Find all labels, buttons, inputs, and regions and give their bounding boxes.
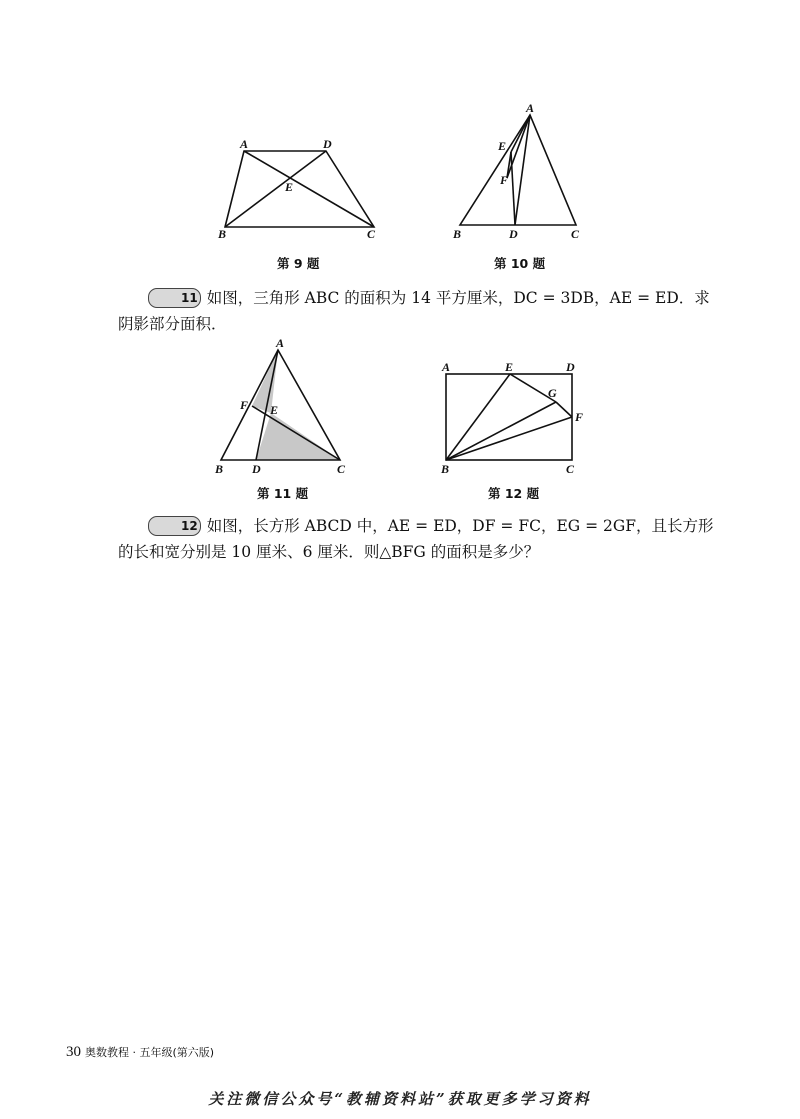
watermark-text: 关注微信公众号“教辅资料站”获取更多学习资料 xyxy=(208,1090,592,1108)
caption-10: 第 10 题 xyxy=(494,256,546,271)
segment-bf xyxy=(446,417,572,460)
trapezoid-diagram xyxy=(214,136,384,242)
label-b: B xyxy=(441,462,450,476)
label-b: B xyxy=(215,462,224,476)
book-title: 奥数教程 · 五年级(第六版) xyxy=(85,1046,215,1059)
label-b: B xyxy=(453,227,462,241)
caption-9: 第 9 题 xyxy=(277,256,320,271)
label-a: A xyxy=(442,360,451,374)
label-f: F xyxy=(240,398,249,412)
label-d: D xyxy=(252,462,261,476)
diagonal-ac xyxy=(244,151,374,227)
trapezoid-outline xyxy=(225,151,374,227)
label-f: F xyxy=(575,410,584,424)
label-d: D xyxy=(509,227,518,241)
label-c: C xyxy=(367,227,376,241)
figure-9 xyxy=(214,136,384,242)
label-e: E xyxy=(498,139,507,153)
triangle-efd-diagram xyxy=(447,100,592,245)
problem-12 xyxy=(118,513,718,565)
label-c: C xyxy=(337,462,346,476)
label-f: F xyxy=(500,173,509,187)
label-e: E xyxy=(285,180,294,194)
label-a: A xyxy=(526,101,535,115)
segment-bg xyxy=(446,402,556,460)
label-a: A xyxy=(240,137,249,151)
label-e: E xyxy=(505,360,514,374)
label-e: E xyxy=(270,403,279,417)
rectangle-diagram xyxy=(437,355,597,475)
figure-10 xyxy=(447,100,592,245)
label-b: B xyxy=(218,227,227,241)
diagonal-bd xyxy=(225,151,326,227)
label-c: C xyxy=(566,462,575,476)
shaded-triangle-diagram xyxy=(208,336,358,476)
caption-12: 第 12 题 xyxy=(488,486,540,501)
problem-12-line2: 的长和宽分别是 10 厘米、6 厘米．则△BFG 的面积是多少？ xyxy=(118,543,540,561)
problem-11 xyxy=(118,285,718,337)
segment-gf xyxy=(556,402,572,417)
caption-11: 第 11 题 xyxy=(257,486,309,501)
figure-11 xyxy=(208,336,358,476)
problem-11-line2: 阴影部分面积． xyxy=(118,315,227,333)
page-footer xyxy=(66,1044,214,1061)
problem-number-12: 12 xyxy=(148,516,201,536)
figure-12 xyxy=(437,355,597,475)
label-a: A xyxy=(276,336,285,350)
problem-number-11: 11 xyxy=(148,288,201,308)
problem-12-line1: 如图，长方形 ABCD 中，AE = ED，DF = FC，EG = 2GF，且长方形 xyxy=(206,517,714,535)
segment-ad xyxy=(515,115,530,225)
label-g: G xyxy=(548,386,557,400)
label-c: C xyxy=(571,227,580,241)
segment-be xyxy=(446,374,510,460)
label-d: D xyxy=(566,360,575,374)
problem-11-line1: 如图，三角形 ABC 的面积为 14 平方厘米，DC = 3DB，AE = ED．求 xyxy=(206,289,710,307)
page-number: 30 xyxy=(66,1044,81,1060)
label-d: D xyxy=(323,137,332,151)
